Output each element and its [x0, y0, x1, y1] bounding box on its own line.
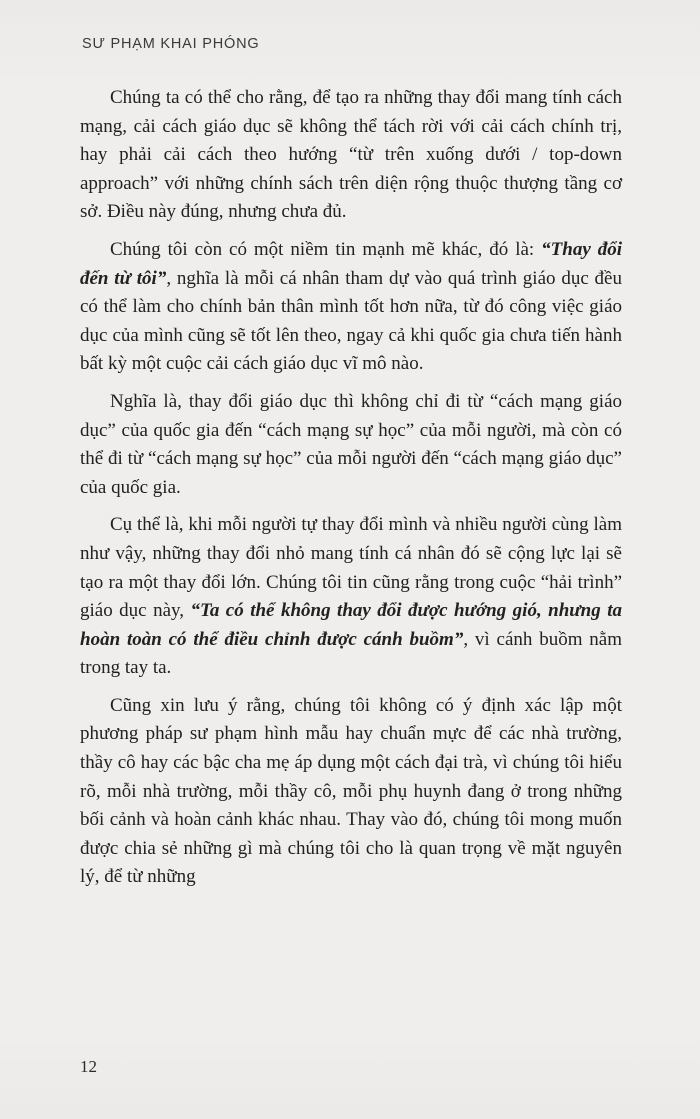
paragraph-text: , vì cánh buồm nằm trong tay ta.: [80, 628, 622, 679]
running-header: SƯ PHẠM KHAI PHÓNG: [82, 36, 260, 52]
paragraph-text: Chúng tôi còn có một niềm tin mạnh mẽ khác, đó là:: [110, 238, 542, 260]
paragraph: [80, 84, 622, 227]
paragraph-text: Cụ thể là, khi mỗi người tự thay đổi mình và nhiều người cùng làm như vậy, những thay đổi nhỏ mang tính cá nhân đó sẽ cộng lực lại sẽ tạo ra một thay đổi lớn. Chúng tôi tin cũng rằng trong cuộc “hải trình” giáo dục này,: [80, 514, 622, 622]
paragraph: [80, 236, 622, 379]
paragraph-text: Cũng xin lưu ý rằng, chúng tôi không có ý định xác lập một phương pháp sư phạm hình mẫu hay chuẩn mực để các nhà trường, thầy cô hay các bậc cha mẹ áp dụng một cách đại trà, vì chúng tôi hiểu rõ, mỗi nhà trường, mỗi thầy cô, mỗi phụ huynh đang ở trong những bối cảnh và hoàn cảnh khác nhau. Thay vào đó, chúng tôi mong muốn được chia sẻ những gì mà chúng tôi cho là quan trọng về mặt nguyên lý, để từ những: [80, 694, 622, 888]
emphasized-quote: “Ta có thể không thay đổi được hướng gió, nhưng ta hoàn toàn có thể điều chỉnh được cánh buồm”: [80, 600, 622, 650]
paragraph: [80, 388, 622, 502]
page-number: 12: [80, 1057, 97, 1076]
page-body-text: [80, 84, 622, 892]
paragraph-text: Nghĩa là, thay đổi giáo dục thì không chỉ đi từ “cách mạng giáo dục” của quốc gia đến “cách mạng sự học” của mỗi người, mà còn có thể đi từ “cách mạng sự học” của mỗi người đến “cách mạng giáo dục” của quốc gia.: [80, 390, 622, 498]
paragraph: [80, 511, 622, 683]
paragraph-text: , nghĩa là mỗi cá nhân tham dự vào quá trình giáo dục đều có thể làm cho chính bản thân mình tốt hơn nữa, từ đó công việc giáo dục của mình cũng sẽ tốt lên theo, ngay cả khi quốc gia chưa tiến hành bất kỳ một cuộc cải cách giáo dục vĩ mô nào.: [80, 267, 622, 375]
paragraph-text: Chúng ta có thể cho rằng, để tạo ra những thay đổi mang tính cách mạng, cải cách giáo dục sẽ không thể tách rời với cải cách chính trị, hay phải cải cách theo hướng “từ trên xuống dưới / top-down approach” với những chính sách trên diện rộng thuộc thượng tầng cơ sở. Điều này đúng, nhưng chưa đủ.: [80, 87, 622, 223]
emphasized-quote: “Thay đổi đến từ tôi”: [80, 238, 623, 289]
paragraph: [80, 692, 622, 892]
